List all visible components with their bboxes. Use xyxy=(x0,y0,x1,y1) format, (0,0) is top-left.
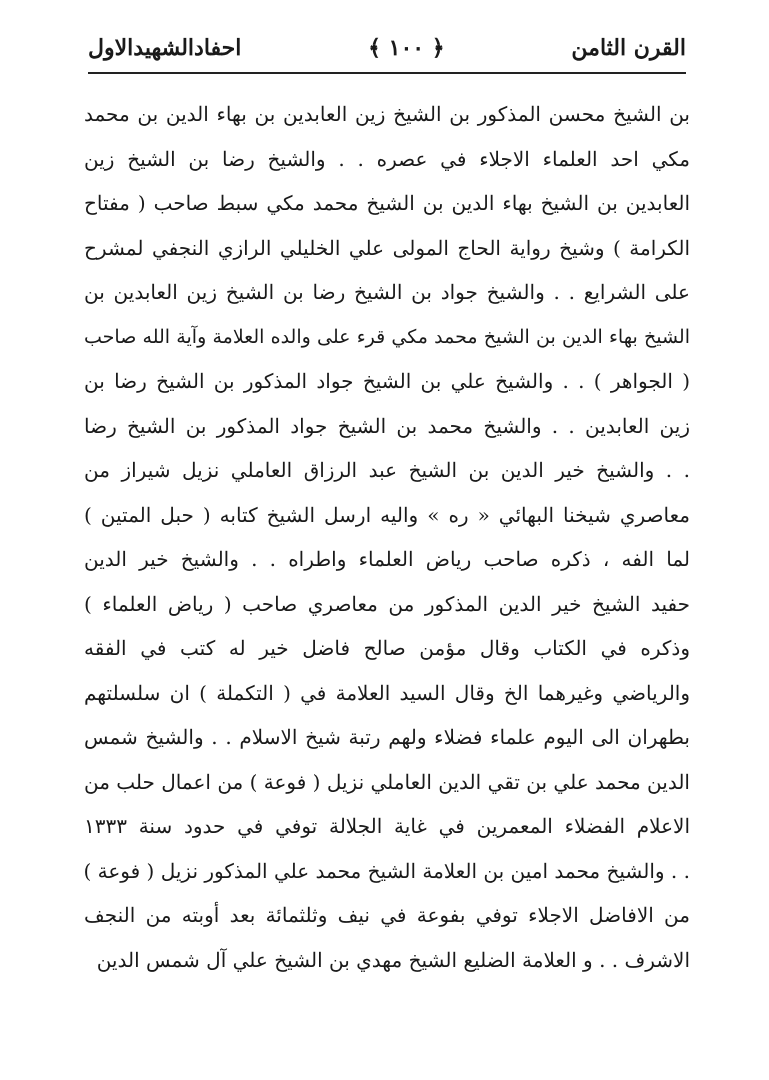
text-line: الدين محمد علي بن تقي الدين العاملي نزيل ( فوعة ) من اعمال حلب من xyxy=(84,769,690,794)
text-line: ( الجواهر ) . . والشيخ علي بن الشيخ جواد المذكور بن الشيخ رضا بن xyxy=(84,369,690,393)
text-line: من الافاضل الاجلاء توفي بفوعة في نيف وثلثمائة بعد أوبته من النجف xyxy=(84,903,690,927)
text-line: حفيد الشيخ خير الدين المذكور من معاصري صاحب ( رياض العلماء ) xyxy=(84,591,690,616)
header-section-title: احفادالشهيدالاول xyxy=(88,35,242,61)
text-line: والرياضي وغيرهما الخ وقال السيد العلامة في ( التكملة ) ان سلسلتهم xyxy=(84,680,690,705)
text-line: بن الشيخ محسن المذكور بن الشيخ زين العابدين بن بهاء الدين بن محمد xyxy=(84,102,690,126)
text-line: زين العابدين . . والشيخ محمد بن الشيخ جواد المذكور بن الشيخ رضا xyxy=(84,413,690,438)
text-line: العابدين بن الشيخ بهاء الدين بن الشيخ محمد مكي سبط صاحب ( مفتاح xyxy=(84,191,690,215)
text-line: على الشرايع . . والشيخ جواد بن الشيخ رضا بن الشيخ زين العابدين بن xyxy=(84,280,690,304)
body-text xyxy=(84,92,690,982)
text-line: لما الفه ، ذكره صاحب رياض العلماء واطراه . . والشيخ خير الدين xyxy=(84,547,690,571)
page-number: ﴿ ١٠٠ ﴾ xyxy=(368,35,445,61)
text-line: معاصري شيخنا البهائي « ره » واليه ارسل الشيخ كتابه ( حبل المتين ) xyxy=(84,502,690,527)
text-line: . . والشيخ خير الدين بن الشيخ عبد الرزاق العاملي نزيل شيراز من xyxy=(84,458,690,482)
text-line: الاشرف . . و العلامة الضليع الشيخ مهدي بن الشيخ علي آل شمس الدين xyxy=(96,947,690,972)
text-line: الشيخ بهاء الدين بن الشيخ محمد مكي قرء على والده العلامة وآية الله صاحب xyxy=(84,325,690,348)
text-line: الاعلام الفضلاء المعمرين في غاية الجلالة توفي في حدود سنة ١٣٣٣ xyxy=(84,814,690,838)
text-line: الكرامة ) وشيخ رواية الحاج المولى علي الخليلي الرازي النجفي لمشرح xyxy=(84,235,690,260)
header-chapter-title: القرن الثامن xyxy=(571,35,686,61)
running-header xyxy=(88,28,686,68)
header-rule xyxy=(88,72,686,74)
text-line: بطهران الى اليوم علماء فضلاء ولهم رتبة شيخ الاسلام . . والشيخ شمس xyxy=(84,725,690,749)
text-line: وذكره في الكتاب وقال مؤمن صالح فاضل خير له كتب في الفقه xyxy=(84,636,690,660)
text-line: مكي احد العلماء الاجلاء في عصره . . والشيخ رضا بن الشيخ زين xyxy=(84,146,690,171)
text-line: . . والشيخ محمد امين بن العلامة الشيخ محمد علي المذكور نزيل ( فوعة ) xyxy=(83,858,690,883)
